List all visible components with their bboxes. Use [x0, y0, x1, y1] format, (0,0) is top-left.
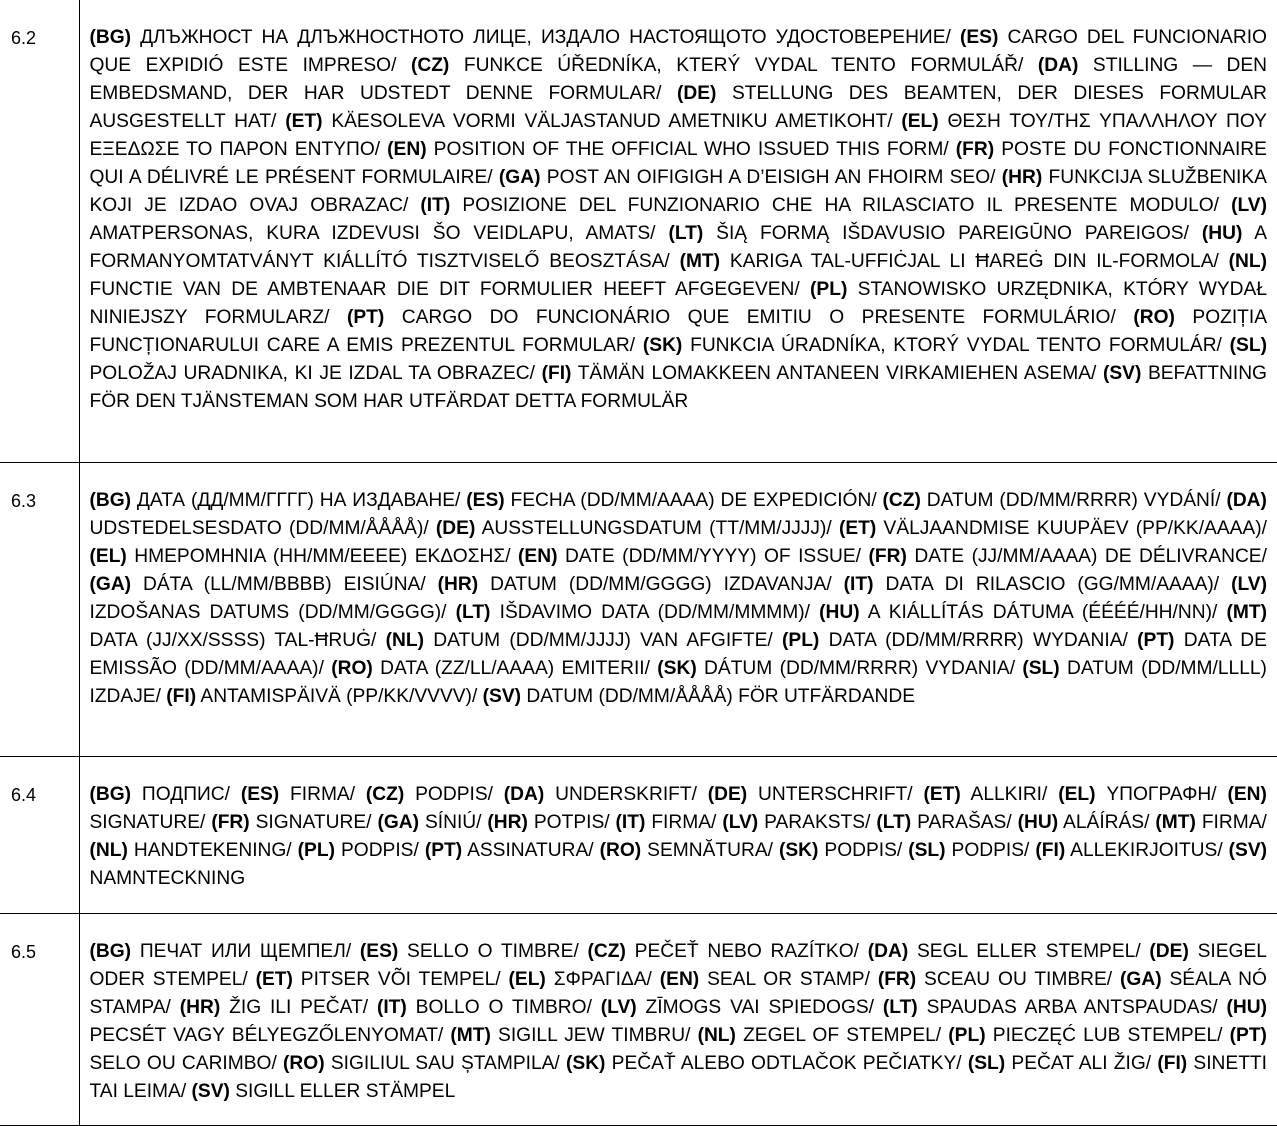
- language-code: (CZ): [410, 55, 450, 76]
- language-text: DATE (JJ/MM/AAAA) DE DÉLIVRANCE/: [914, 545, 1267, 567]
- language-code: (ET): [255, 968, 293, 990]
- language-text: SEAL OR STAMP/: [707, 968, 870, 990]
- language-text: PODPIS/: [951, 839, 1030, 861]
- language-text: DATA DE EMISSÃO (DD/MM/AAAA)/: [89, 629, 1267, 679]
- language-code: (FI): [1035, 839, 1066, 861]
- language-code: (GA): [89, 573, 132, 595]
- language-code: (FR): [211, 811, 250, 833]
- language-text: DATA DI RILASCIO (GG/MM/AAAA)/: [885, 573, 1220, 595]
- language-text: SÍNIÚ/: [424, 811, 482, 833]
- language-entry: [366, 784, 493, 805]
- language-text: SEMNĂTURA/: [647, 839, 773, 861]
- language-code: (HR): [437, 573, 479, 595]
- language-text: DATA (ZZ/LL/AAAA) EMITERII/: [380, 657, 650, 679]
- language-code: (FR): [955, 139, 995, 160]
- language-text: SIEGEL ODER STEMPEL/: [89, 940, 1267, 990]
- language-text: POSIZIONE DEL FUNZIONARIO CHE HA RILASCIATO IL PRESENTE MODULO/: [462, 195, 1220, 216]
- language-entry: [420, 195, 1219, 216]
- language-code: (ET): [838, 517, 877, 539]
- language-entry: [542, 363, 1097, 384]
- language-entry: [643, 335, 1222, 356]
- language-text: POSTE DU FONCTIONNAIRE QUI A DÉLIVRÉ LE PRÉSENT FORMULAIRE/: [89, 139, 1267, 188]
- language-text: PODPIS/: [824, 839, 903, 861]
- language-entry: [499, 167, 996, 188]
- language-text: AMATPERSONAS, KURA IZDEVUSI ŠO VEIDLAPU, AMATS/: [89, 223, 656, 244]
- language-code: (SK): [657, 657, 697, 679]
- language-text: SINETTI TAI LEIMA/: [89, 1052, 1267, 1102]
- language-text: ASSINATURA/: [467, 839, 594, 861]
- language-code: (FR): [877, 968, 917, 990]
- language-text: PITSER VÕI TEMPEL/: [300, 968, 501, 990]
- language-entry: [779, 840, 902, 861]
- language-text: ZĪMOGS VAI SPIEDOGS/: [645, 996, 875, 1018]
- language-text: FIRMA/: [290, 783, 356, 805]
- language-code: (ES): [240, 783, 280, 805]
- language-code: (BG): [89, 27, 132, 48]
- language-text: PODPIS/: [340, 839, 419, 861]
- language-code: (ET): [923, 783, 961, 805]
- language-text: UDSTEDELSESDATO (DD/MM/ÅÅÅÅ)/: [89, 517, 429, 539]
- language-entry: [504, 784, 697, 805]
- language-code: (MT): [450, 1024, 491, 1046]
- language-entry: [241, 784, 355, 805]
- language-code: (HR): [179, 996, 221, 1018]
- language-text: IŠDAVIMO DATA (DD/MM/MMMM)/: [499, 601, 810, 623]
- language-code: (NL): [385, 629, 425, 651]
- language-code: (CZ): [587, 940, 626, 962]
- language-entry: [566, 1053, 962, 1074]
- language-text: ŠIĄ FORMĄ IŠDAVUSIO PAREIGŪNO PAREIGOS/: [716, 223, 1189, 244]
- language-entry: [166, 686, 477, 707]
- language-code: (CZ): [365, 783, 405, 805]
- language-text: BEFATTNING FÖR DEN TJÄNSTEMAN SOM HAR UTFÄRDAT DETTA FORMULÄR: [89, 363, 1267, 412]
- language-text: UNDERSKRIFT/: [555, 783, 697, 805]
- language-code: (NL): [1228, 251, 1267, 272]
- language-code: (LV): [600, 996, 637, 1018]
- language-text: SPAUDAS ARBA ANTSPAUDAS/: [926, 996, 1218, 1018]
- language-code: (PT): [1229, 1024, 1267, 1046]
- language-code: (PT): [1137, 629, 1175, 651]
- language-text: PEČAT ALI ŽIG/: [1011, 1052, 1152, 1074]
- row-text: [79, 0, 1277, 462]
- language-text: DATUM (DD/MM/ÅÅÅÅ) FÖR UTFÄRDANDE: [526, 685, 916, 707]
- language-text: FIRMA/: [651, 811, 717, 833]
- language-entry: [1018, 812, 1150, 833]
- language-text: POLOŽAJ URADNIKA, KI JE IZDAL TA OBRAZEC/: [89, 363, 535, 384]
- language-code: (LT): [455, 601, 491, 623]
- language-text: DATE (DD/MM/YYYY) OF ISSUE/: [564, 545, 862, 567]
- language-entry: [657, 658, 1015, 679]
- language-entry: [360, 941, 579, 962]
- language-code: (BG): [89, 783, 132, 805]
- language-entry: [90, 490, 461, 511]
- language-entry: [668, 223, 1188, 244]
- language-code: (HU): [819, 601, 860, 623]
- language-entry: [1058, 784, 1216, 805]
- language-entry: [698, 1025, 942, 1046]
- language-entry: [1155, 812, 1266, 833]
- language-text: A KIÁLLÍTÁS DÁTUMA (ÉÉÉÉ/HH/NN)/: [867, 601, 1218, 623]
- language-text: PIECZĘĆ LUB STEMPEL/: [992, 1024, 1223, 1046]
- language-code: (RO): [1133, 307, 1175, 328]
- language-text: ZEGEL OF STEMPEL/: [743, 1024, 942, 1046]
- language-code: (BG): [89, 940, 132, 962]
- language-code: (HR): [1001, 167, 1043, 188]
- language-code: (SL): [967, 1052, 1006, 1074]
- language-entry: [377, 812, 481, 833]
- language-code: (HU): [1017, 811, 1059, 833]
- row-number: 6.2: [0, 0, 79, 462]
- language-text: ALLKIRI/: [970, 783, 1048, 805]
- language-code: (SL): [908, 839, 946, 861]
- language-code: (MT): [1226, 601, 1267, 623]
- language-code: (DE): [676, 83, 717, 104]
- row-number: 6.5: [0, 913, 79, 1125]
- language-text: SIGILL JEW TIMBRU/: [498, 1024, 691, 1046]
- language-text: ΥΠΟΓΡΑΦΗ/: [1106, 783, 1217, 805]
- language-text: DÁTA (LL/MM/BBBB) EISIÚNA/: [143, 573, 426, 595]
- language-text: FUNCTIE VAN DE AMBTENAAR DIE DIT FORMULIER HEEFT AFGEGEVEN/: [89, 279, 800, 300]
- language-text: BOLLO O TIMBRO/: [415, 996, 592, 1018]
- language-code: (SV): [482, 685, 521, 707]
- language-entry: [660, 969, 870, 990]
- language-entry: [387, 139, 949, 160]
- language-entry: [90, 27, 951, 48]
- language-entry: [483, 686, 915, 707]
- language-entry: [347, 307, 1116, 328]
- row-6-2: [0, 0, 1277, 462]
- language-text: ПОДПИС/: [141, 783, 230, 805]
- language-entry: [588, 941, 859, 962]
- language-text: SIGNATURE/: [255, 811, 372, 833]
- language-text: ПЕЧАТ ИЛИ ЩЕМПЕЛ/: [139, 940, 352, 962]
- language-entry: [90, 941, 352, 962]
- language-entry: [90, 546, 511, 567]
- language-text: POSITION OF THE OFFICIAL WHO ISSUED THIS FORM/: [433, 139, 949, 160]
- language-code: (HR): [487, 811, 528, 833]
- language-code: (GA): [1120, 968, 1162, 990]
- language-code: (DA): [503, 783, 545, 805]
- language-code: (FR): [868, 545, 907, 567]
- language-text: SIGNATURE/: [89, 811, 206, 833]
- language-text: FUNKCIA ÚRADNÍKA, KTORÝ VYDAL TENTO FORMULÁR/: [690, 335, 1222, 356]
- language-text: STELLUNG DES BEAMTEN, DER DIESES FORMULAR AUSGESTELLT HAT/: [89, 83, 1267, 132]
- language-text: SÉALA NÓ STAMPA/: [89, 968, 1267, 1018]
- language-text: ALLEKIRJOITUS/: [1070, 839, 1223, 861]
- language-code: (SK): [778, 839, 819, 861]
- language-text: CARGO DO FUNCIONÁRIO QUE EMITIU O PRESENTE FORMULÁRIO/: [401, 307, 1116, 328]
- language-entry: [844, 574, 1219, 595]
- language-code: (FI): [1157, 1052, 1188, 1074]
- language-code: (PL): [297, 839, 335, 861]
- language-entry: [722, 812, 870, 833]
- language-entry: [331, 658, 650, 679]
- language-code: (EL): [1058, 783, 1096, 805]
- language-code: (EN): [387, 139, 427, 160]
- row-text: [79, 913, 1277, 1125]
- language-code: (BG): [89, 489, 132, 511]
- language-text: PECSÉT VAGY BÉLYEGZŐLENYOMAT/: [89, 1024, 444, 1046]
- language-code: (IT): [615, 811, 646, 833]
- language-entry: [509, 969, 652, 990]
- language-entry: [487, 812, 609, 833]
- language-code: (DA): [1037, 55, 1079, 76]
- language-text: POZIȚIA FUNCȚIONARULUI CARE A EMIS PREZENTUL FORMULAR/: [89, 307, 1268, 356]
- language-code: (SV): [191, 1080, 230, 1102]
- language-entry: [876, 812, 1011, 833]
- language-code: (ES): [959, 27, 999, 48]
- language-code: (SK): [566, 1052, 606, 1074]
- language-text: FECHA (DD/MM/AAAA) DE EXPEDICIÓN/: [510, 489, 877, 511]
- language-code: (DE): [707, 783, 748, 805]
- language-code: (GA): [498, 167, 541, 188]
- language-entry: [819, 602, 1217, 623]
- language-text: CARGO DEL FUNCIONARIO QUE EXPIDIÓ ESTE IMPRESO/: [89, 27, 1267, 76]
- language-code: (NL): [89, 839, 128, 861]
- language-code: (SK): [642, 335, 683, 356]
- language-entry: [878, 969, 1112, 990]
- language-entry: [283, 1053, 560, 1074]
- language-code: (LT): [668, 223, 704, 244]
- language-code: (RO): [283, 1052, 325, 1074]
- language-text: STANOWISKO URZĘDNIKA, KTÓRY WYDAŁ NINIEJSZY FORMULARZ/: [89, 279, 1267, 328]
- language-text: SELLO O TIMBRE/: [407, 940, 579, 962]
- language-text: DATUM (DD/MM/JJJJ) VAN AFGIFTE/: [433, 629, 773, 651]
- language-text: ALÁÍRÁS/: [1063, 811, 1150, 833]
- language-code: (FI): [541, 363, 572, 384]
- language-text: SCEAU OU TIMBRE/: [924, 968, 1113, 990]
- language-entry: [868, 941, 1141, 962]
- language-entry: [600, 840, 773, 861]
- language-code: (ES): [359, 940, 399, 962]
- language-entry: [90, 840, 292, 861]
- language-entry: [425, 840, 594, 861]
- language-code: (IT): [843, 573, 874, 595]
- language-entry: [377, 997, 592, 1018]
- language-code: (SV): [1102, 363, 1142, 384]
- language-code: (LT): [882, 996, 918, 1018]
- language-entry: [386, 630, 773, 651]
- language-text: PEČAŤ ALEBO ODTLAČOK PEČIATKY/: [611, 1052, 962, 1074]
- language-code: (MT): [679, 251, 721, 272]
- language-entry: [883, 997, 1218, 1018]
- row-6-4: [0, 756, 1277, 913]
- language-entry: [616, 812, 717, 833]
- row-text: [79, 462, 1277, 756]
- language-text: SIGILL ELLER STÄMPEL: [235, 1080, 456, 1102]
- language-entry: [601, 997, 874, 1018]
- language-code: (SL): [1022, 657, 1060, 679]
- language-code: (PT): [346, 307, 385, 328]
- language-code: (DE): [1149, 940, 1189, 962]
- language-entry: [436, 518, 832, 539]
- language-code: (EN): [1227, 783, 1267, 805]
- language-entry: [518, 546, 861, 567]
- language-entry: [90, 574, 426, 595]
- language-text: DATA (JJ/XX/SSSS) TAL-ĦRUĠ/: [89, 629, 377, 651]
- language-entry: [948, 1025, 1222, 1046]
- language-code: (LT): [876, 811, 912, 833]
- language-entry: [450, 1025, 690, 1046]
- language-text: DÁTUM (DD/MM/RRRR) VYDANIA/: [704, 657, 1016, 679]
- language-text: DATUM (DD/MM/LLLL) IZDAJE/: [89, 657, 1267, 707]
- language-text: PARAKSTS/: [764, 811, 871, 833]
- language-code: (HU): [1226, 996, 1267, 1018]
- language-code: (DA): [1226, 489, 1267, 511]
- language-code: (HU): [1201, 223, 1243, 244]
- language-text: SIGILIUL SAU ȘTAMPILA/: [330, 1052, 560, 1074]
- language-text: HANDTEKENING/: [133, 839, 292, 861]
- language-text: SEGL ELLER STEMPEL/: [916, 940, 1141, 962]
- language-code: (PT): [424, 839, 463, 861]
- language-code: (LV): [1231, 195, 1267, 216]
- language-code: (DE): [435, 517, 476, 539]
- language-text: DATA (DD/MM/RRRR) WYDANIA/: [828, 629, 1128, 651]
- language-code: (RO): [331, 657, 373, 679]
- row-6-3: [0, 462, 1277, 756]
- language-entry: [192, 1081, 456, 1102]
- language-text: SELO OU CARIMBO/: [89, 1052, 277, 1074]
- language-text: TÄMÄN LOMAKKEEN ANTANEEN VIRKAMIEHEN ASEMA/: [577, 363, 1097, 384]
- language-text: ANTAMISPÄIVÄ (PP/KK/VVVV)/: [200, 685, 478, 707]
- language-text: ДАТА (ДД/ММ/ГГГГ) НА ИЗДАВАНЕ/: [136, 489, 461, 511]
- language-text: VÄLJAANDMISE KUUPÄEV (PP/KK/AAAA)/: [883, 517, 1267, 539]
- language-entry: [968, 1053, 1151, 1074]
- language-entry: [411, 55, 1023, 76]
- language-text: PEČEŤ NEBO RAZÍTKO/: [634, 940, 859, 962]
- language-entry: [869, 546, 1267, 567]
- language-entry: [256, 969, 501, 990]
- language-text: DATUM (DD/MM/GGGG) IZDAVANJA/: [490, 573, 832, 595]
- language-code: (EL): [89, 545, 127, 567]
- language-text: POST AN OIFIGIGH A D’EISIGH AN FHOIRM SEO/: [546, 167, 996, 188]
- language-text: PODPIS/: [415, 783, 493, 805]
- language-code: (EL): [508, 968, 546, 990]
- language-text: KARIGA TAL-UFFIĊJAL LI ĦAREĠ DIN IL-FORMOLA/: [729, 251, 1219, 272]
- language-code: (ET): [285, 111, 323, 132]
- language-text: POTPIS/: [533, 811, 610, 833]
- language-code: (EN): [518, 545, 558, 567]
- language-code: (PL): [810, 279, 848, 300]
- language-code: (EN): [659, 968, 700, 990]
- language-code: (SV): [1228, 839, 1268, 861]
- language-text: DATUM (DD/MM/RRRR) VYDÁNÍ/: [926, 489, 1221, 511]
- language-entry: [90, 784, 230, 805]
- row-number: 6.3: [0, 462, 79, 756]
- language-code: (SL): [1229, 335, 1267, 356]
- language-entry: [466, 490, 876, 511]
- language-text: ŽIG ILI PEČAT/: [229, 996, 369, 1018]
- language-code: (DA): [867, 940, 909, 962]
- language-entry: [908, 840, 1029, 861]
- language-text: UNTERSCHRIFT/: [758, 783, 913, 805]
- language-entry: [1035, 840, 1222, 861]
- language-entry: [180, 997, 368, 1018]
- language-text: ΘΕΣΗ ΤΟΥ/ΤΗΣ ΥΠΑΛΛΗΛΟΥ ΠΟΥ ΕΞΕΔΩΣΕ ΤΟ ΠΑΡΟΝ ΕΝΤΥΠΟ/: [89, 111, 1267, 160]
- language-code: (NL): [697, 1024, 736, 1046]
- language-text: PARAŠAS/: [917, 811, 1012, 833]
- language-text: ДЛЪЖНОСТ НА ДЛЪЖНОСТНОТО ЛИЦЕ, ИЗДАЛО НАСТОЯЩОТО УДОСТОВЕРЕНИЕ/: [140, 27, 951, 48]
- language-code: (IT): [376, 996, 407, 1018]
- language-code: (RO): [599, 839, 642, 861]
- language-text: KÄESOLEVA VORMI VÄLJASTANUD AMETNIKU AMETIKOHT/: [331, 111, 893, 132]
- row-6-5: [0, 913, 1277, 1125]
- language-text: ΣΦΡΑΓΙΔΑ/: [553, 968, 652, 990]
- language-entry: [438, 574, 832, 595]
- language-text: AUSSTELLUNGSDATUM (TT/MM/JJJJ)/: [481, 517, 832, 539]
- language-code: (LV): [722, 811, 759, 833]
- language-code: (CZ): [882, 489, 921, 511]
- language-code: (LV): [1231, 573, 1267, 595]
- language-text: FUNKCIJA SLUŽBENIKA KOJI JE IZDAO OVAJ OBRAZAC/: [89, 167, 1267, 216]
- language-text: STILLING — DEN EMBEDSMAND, DER HAR UDSTEDT DENNE FORMULAR/: [89, 55, 1267, 104]
- language-text: NAMNTECKNING: [89, 867, 246, 889]
- language-entry: [883, 490, 1221, 511]
- language-entry: [923, 784, 1047, 805]
- language-code: (FI): [166, 685, 197, 707]
- language-entry: [782, 630, 1128, 651]
- language-code: (PL): [782, 629, 820, 651]
- row-number: 6.4: [0, 756, 79, 913]
- language-entry: [708, 784, 913, 805]
- language-text: FIRMA/: [1201, 811, 1267, 833]
- language-entry: [680, 251, 1219, 272]
- language-entry: [839, 518, 1267, 539]
- language-text: ΗΜΕΡΟΜΗΝΙΑ (ΗΗ/ΜΜ/ΕΕΕΕ) ΕΚΔΟΣΗΣ/: [134, 545, 511, 567]
- language-entry: [211, 812, 371, 833]
- row-text: [79, 756, 1277, 913]
- language-text: IZDOŠANAS DATUMS (DD/MM/GGGG)/: [89, 601, 447, 623]
- language-code: (PL): [948, 1024, 986, 1046]
- language-code: (GA): [377, 811, 419, 833]
- language-entry: [285, 111, 892, 132]
- language-entry: [298, 840, 419, 861]
- language-code: (MT): [1155, 811, 1196, 833]
- language-code: (IT): [420, 195, 451, 216]
- language-text: FUNKCE ÚŘEDNÍKA, KTERÝ VYDAL TENTO FORMULÁŘ/: [463, 55, 1024, 76]
- language-code: (EL): [901, 111, 939, 132]
- language-text: A FORMANYOMTATVÁNYT KIÁLLÍTÓ TISZTVISELŐ BEOSZTÁSA/: [89, 223, 1268, 272]
- language-code: (ES): [466, 489, 505, 511]
- language-entry: [456, 602, 810, 623]
